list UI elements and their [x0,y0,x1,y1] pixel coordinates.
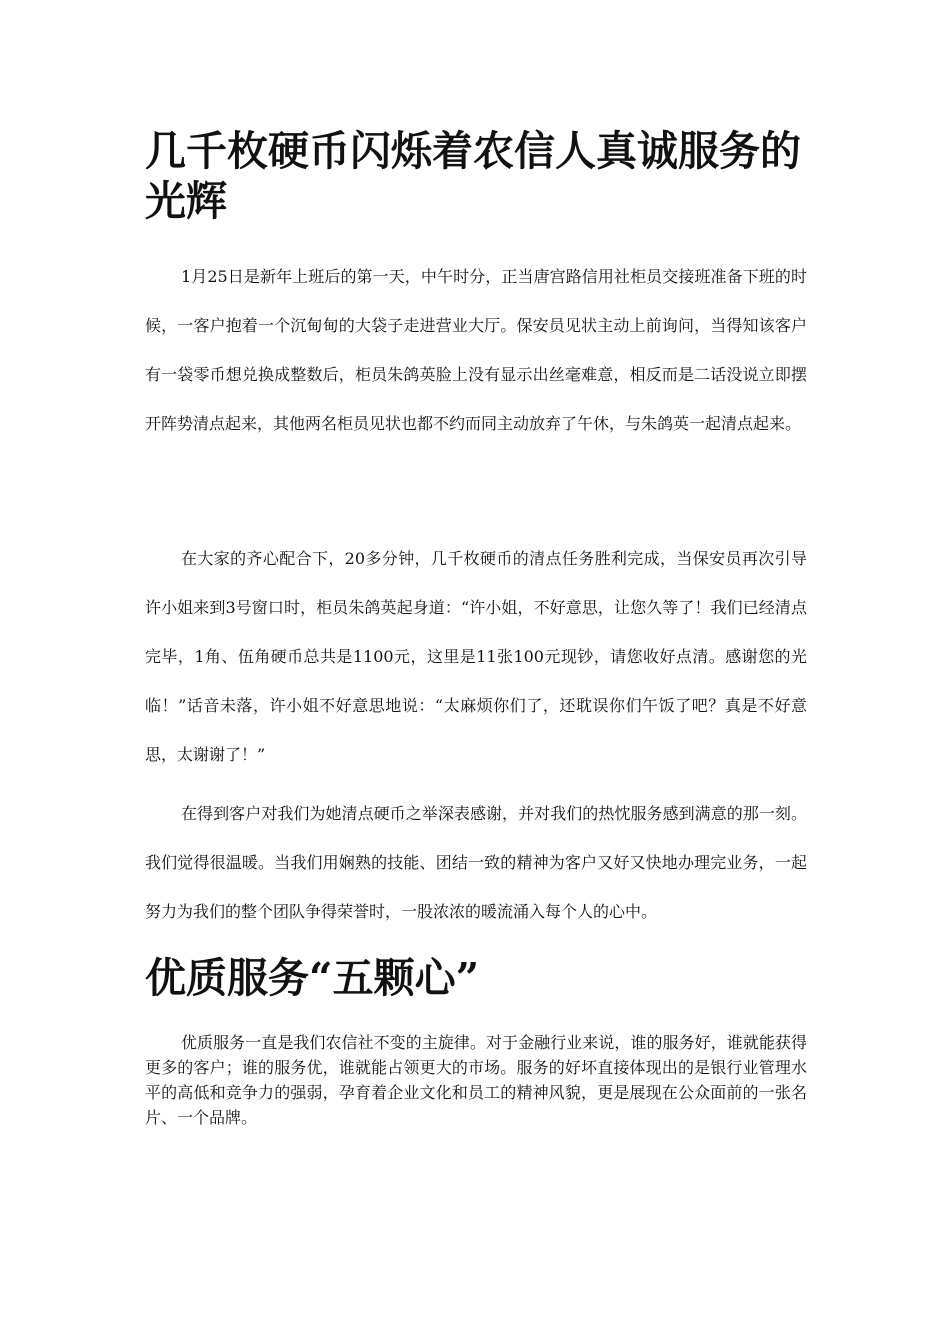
article-title: 几千枚硬币闪烁着农信人真诚服务的光辉 [145,127,801,225]
article-paragraph-2: 在大家的齐心配合下，20多分钟，几千枚硬币的清点任务胜利完成，当保安员再次引导许小姐来到3号窗口时，柜员朱鸽英起身道：“许小姐，不好意思，让您久等了！我们已经清点完毕，1角、伍角硬币总共是1100元，这里是11张100元现钞，请您收好点清。感谢您的光临！”话音未落，许小姐不好意思地说：“太麻烦你们了，还耽误你们午饭了吧？真是不好意思，太谢谢了！” [145,549,807,764]
document-body [145,126,807,1130]
section-title: 优质服务“五颗心” [145,954,480,1002]
section-paragraph: 优质服务一直是我们农信社不变的主旋律。对于金融行业来说，谁的服务好，谁就能获得更多的客户；谁的服务优，谁就能占领更大的市场。服务的好坏直接体现出的是银行业管理水平的高低和竞争力的强弱，孕育着企业文化和员工的精神风貌，更是展现在公众面前的一张名片、一个品牌。 [145,1033,807,1127]
article-paragraph-3: 在得到客户对我们为她清点硬币之举深表感谢，并对我们的热忱服务感到满意的那一刻。我们觉得很温暖。当我们用娴熟的技能、团结一致的精神为客户又好又快地办理完业务，一起努力为我们的整个团队争得荣誉时，一股浓浓的暖流涌入每个人的心中。 [145,804,807,921]
article-paragraph-1: 1月25日是新年上班后的第一天，中午时分，正当唐宫路信用社柜员交接班准备下班的时候，一客户抱着一个沉甸甸的大袋子走进营业大厅。保安员见状主动上前询问，当得知该客户有一袋零币想兑换成整数后，柜员朱鸽英脸上没有显示出丝毫难意，相反而是二话没说立即摆开阵势清点起来，其他两名柜员见状也都不约而同主动放弃了午休，与朱鸽英一起清点起来。 [145,267,807,433]
